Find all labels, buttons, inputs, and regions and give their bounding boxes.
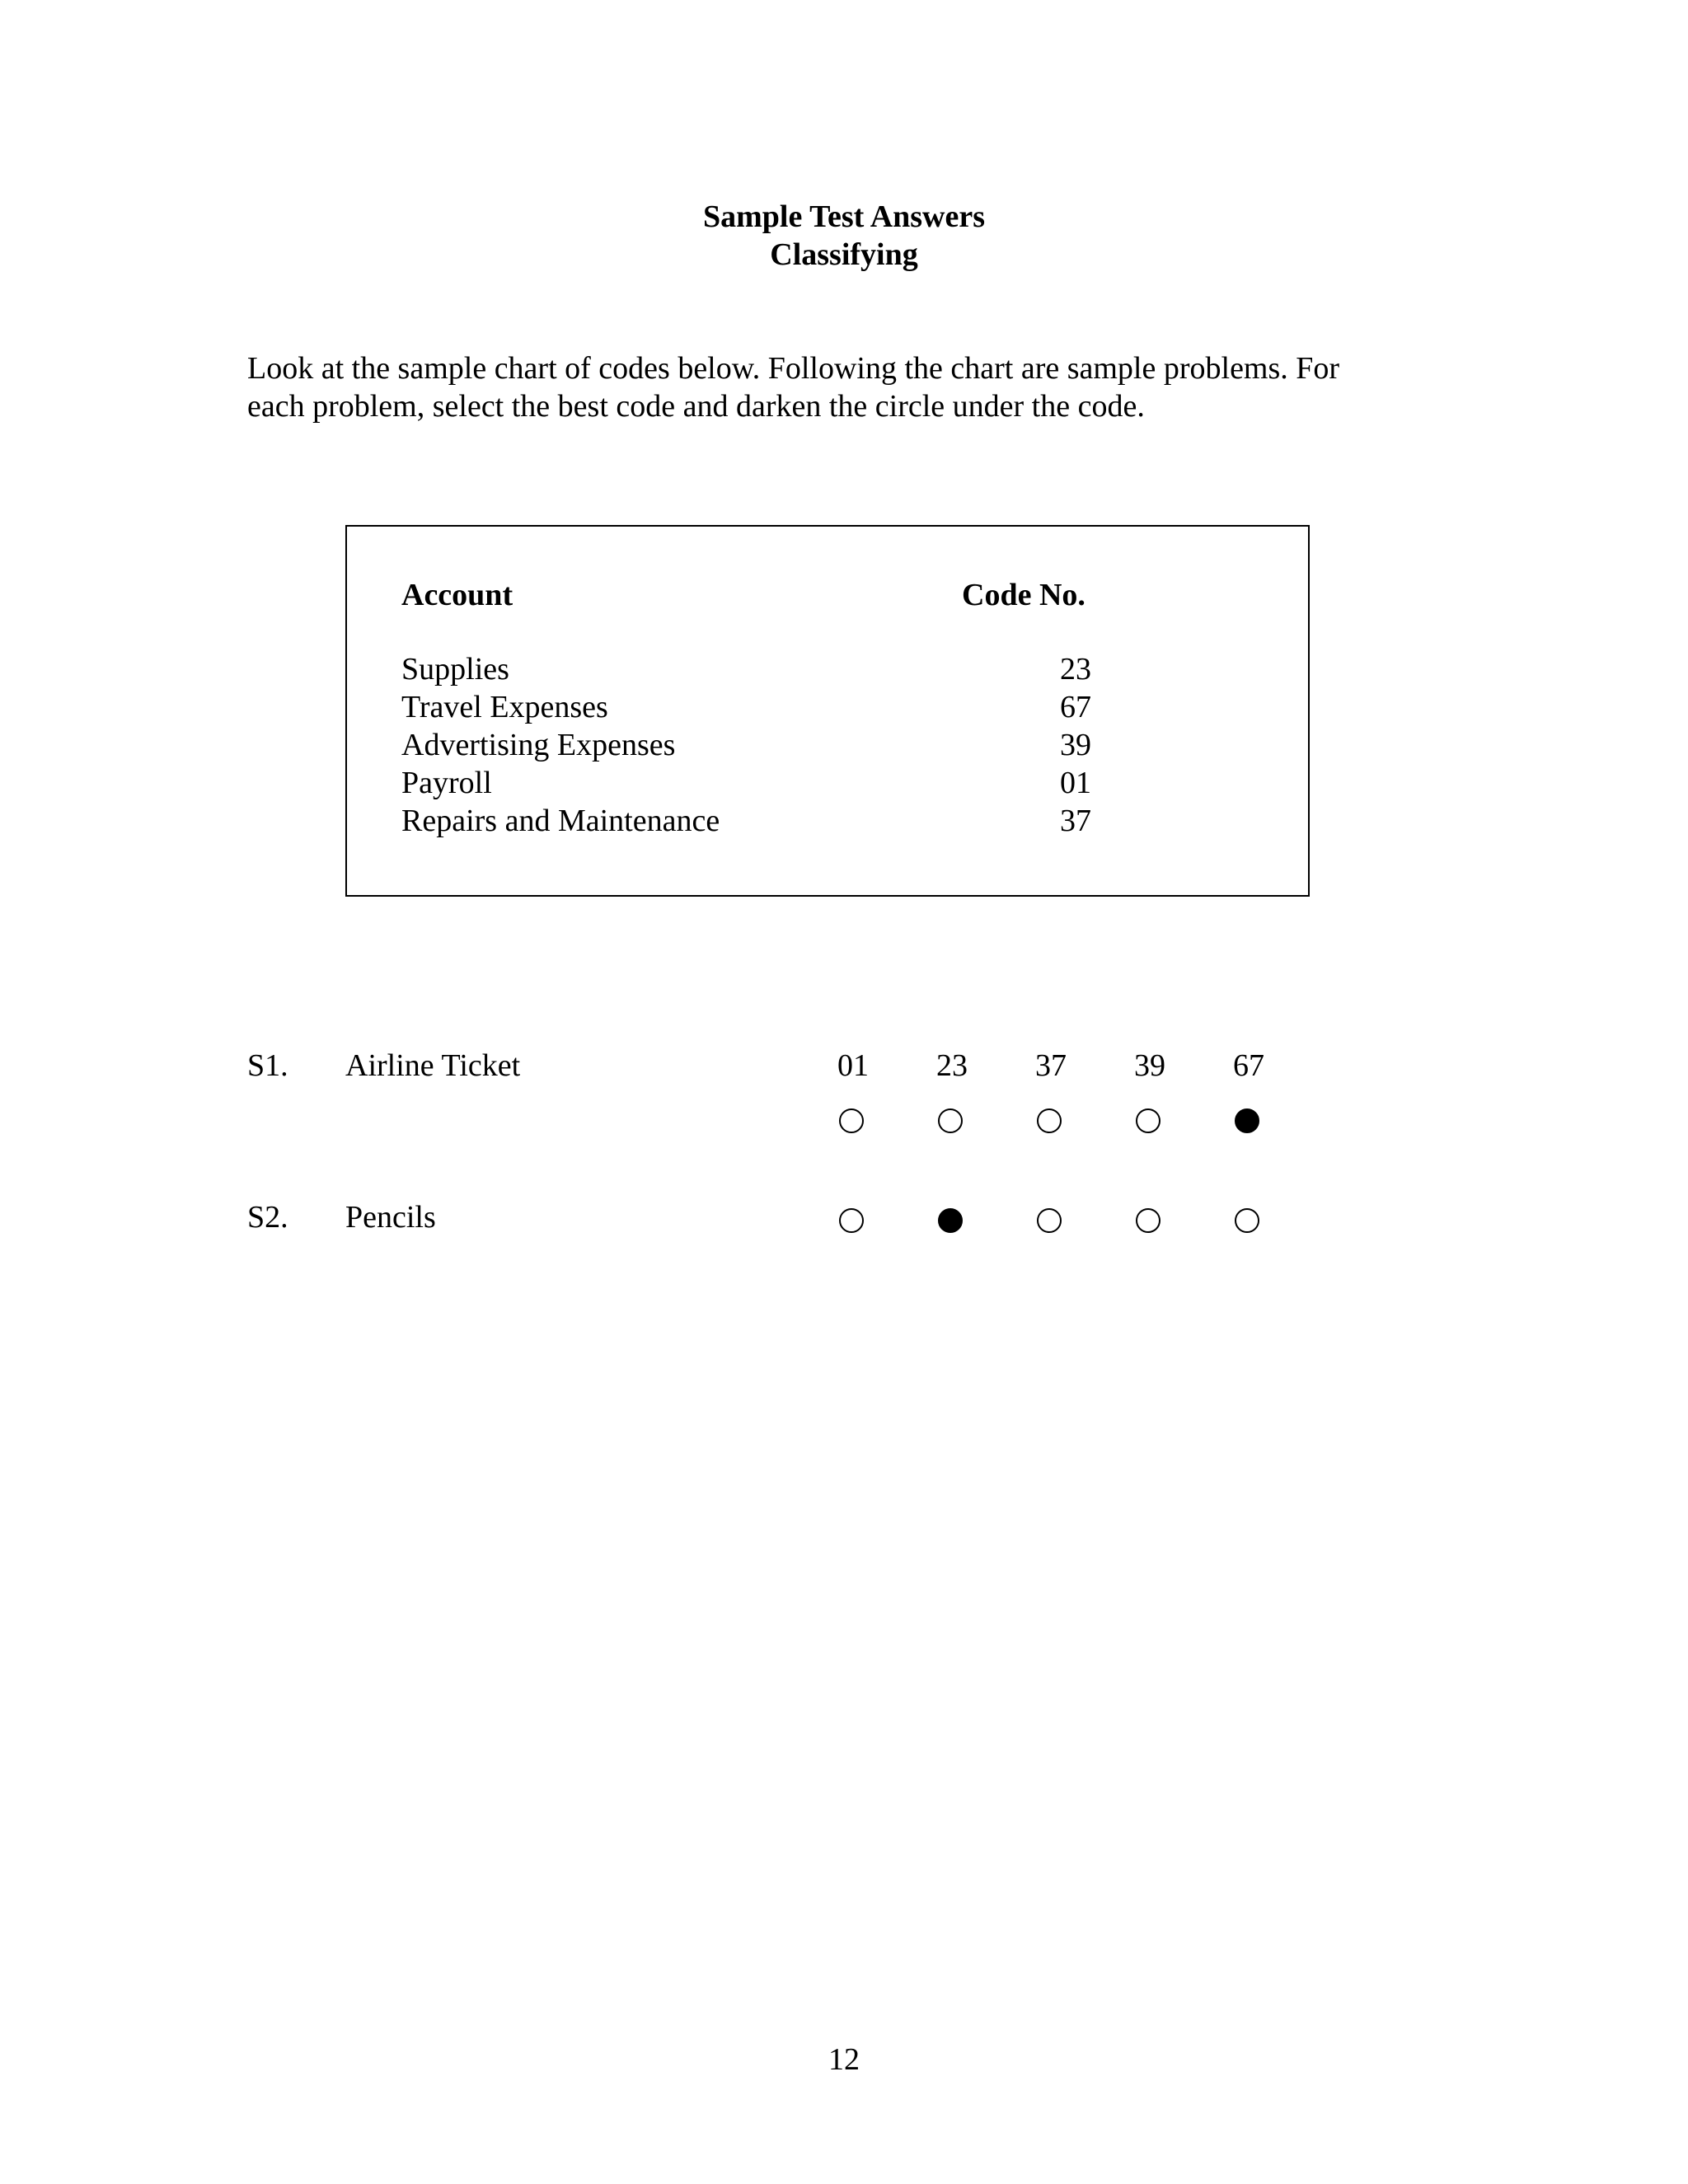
answer-bubble[interactable] [938, 1208, 963, 1233]
account-name: Repairs and Maintenance [401, 804, 720, 838]
option-code-label: 39 [1134, 1048, 1165, 1083]
answer-bubble[interactable] [1136, 1108, 1160, 1133]
answer-bubble[interactable] [839, 1208, 864, 1233]
code-chart-row [401, 688, 1275, 726]
account-name: Travel Expenses [401, 690, 608, 724]
answer-bubble[interactable] [1136, 1208, 1160, 1233]
instructions-line-2: each problem, select the best code and darken the circle under the code. [247, 389, 1145, 424]
code-chart-row [401, 650, 1275, 688]
page-subtitle: Classifying [770, 237, 918, 272]
option-code-label: 37 [1035, 1048, 1067, 1083]
account-name: Supplies [401, 652, 509, 687]
answer-bubble[interactable] [938, 1108, 963, 1133]
code-chart-row [401, 726, 1275, 764]
question-number: S2. [247, 1200, 288, 1235]
answer-bubble[interactable] [1235, 1208, 1259, 1233]
account-code: 37 [1060, 804, 1091, 838]
answer-bubble[interactable] [1235, 1108, 1259, 1133]
answer-bubble[interactable] [1037, 1108, 1062, 1133]
page-number: 12 [828, 2042, 860, 2077]
option-code-label: 67 [1233, 1048, 1264, 1083]
account-code: 23 [1060, 652, 1091, 687]
account-column-header: Account [401, 578, 513, 612]
question-item: Airline Ticket [345, 1048, 521, 1083]
answer-bubble[interactable] [1037, 1208, 1062, 1233]
account-name: Payroll [401, 766, 492, 800]
account-code: 67 [1060, 690, 1091, 724]
code-chart-row [401, 764, 1275, 802]
code-chart-row [401, 802, 1275, 840]
code-chart [345, 525, 1310, 897]
account-code: 01 [1060, 766, 1091, 800]
code-column-header: Code No. [962, 578, 1085, 612]
instructions-line-1: Look at the sample chart of codes below. Following the chart are sample problems. For [247, 351, 1340, 386]
option-code-label: 01 [837, 1048, 869, 1083]
question-number: S1. [247, 1048, 288, 1083]
option-code-label: 23 [936, 1048, 968, 1083]
answer-bubble[interactable] [839, 1108, 864, 1133]
page-title: Sample Test Answers [702, 199, 986, 234]
account-name: Advertising Expenses [401, 728, 676, 762]
account-code: 39 [1060, 728, 1091, 762]
question-item: Pencils [345, 1200, 436, 1235]
